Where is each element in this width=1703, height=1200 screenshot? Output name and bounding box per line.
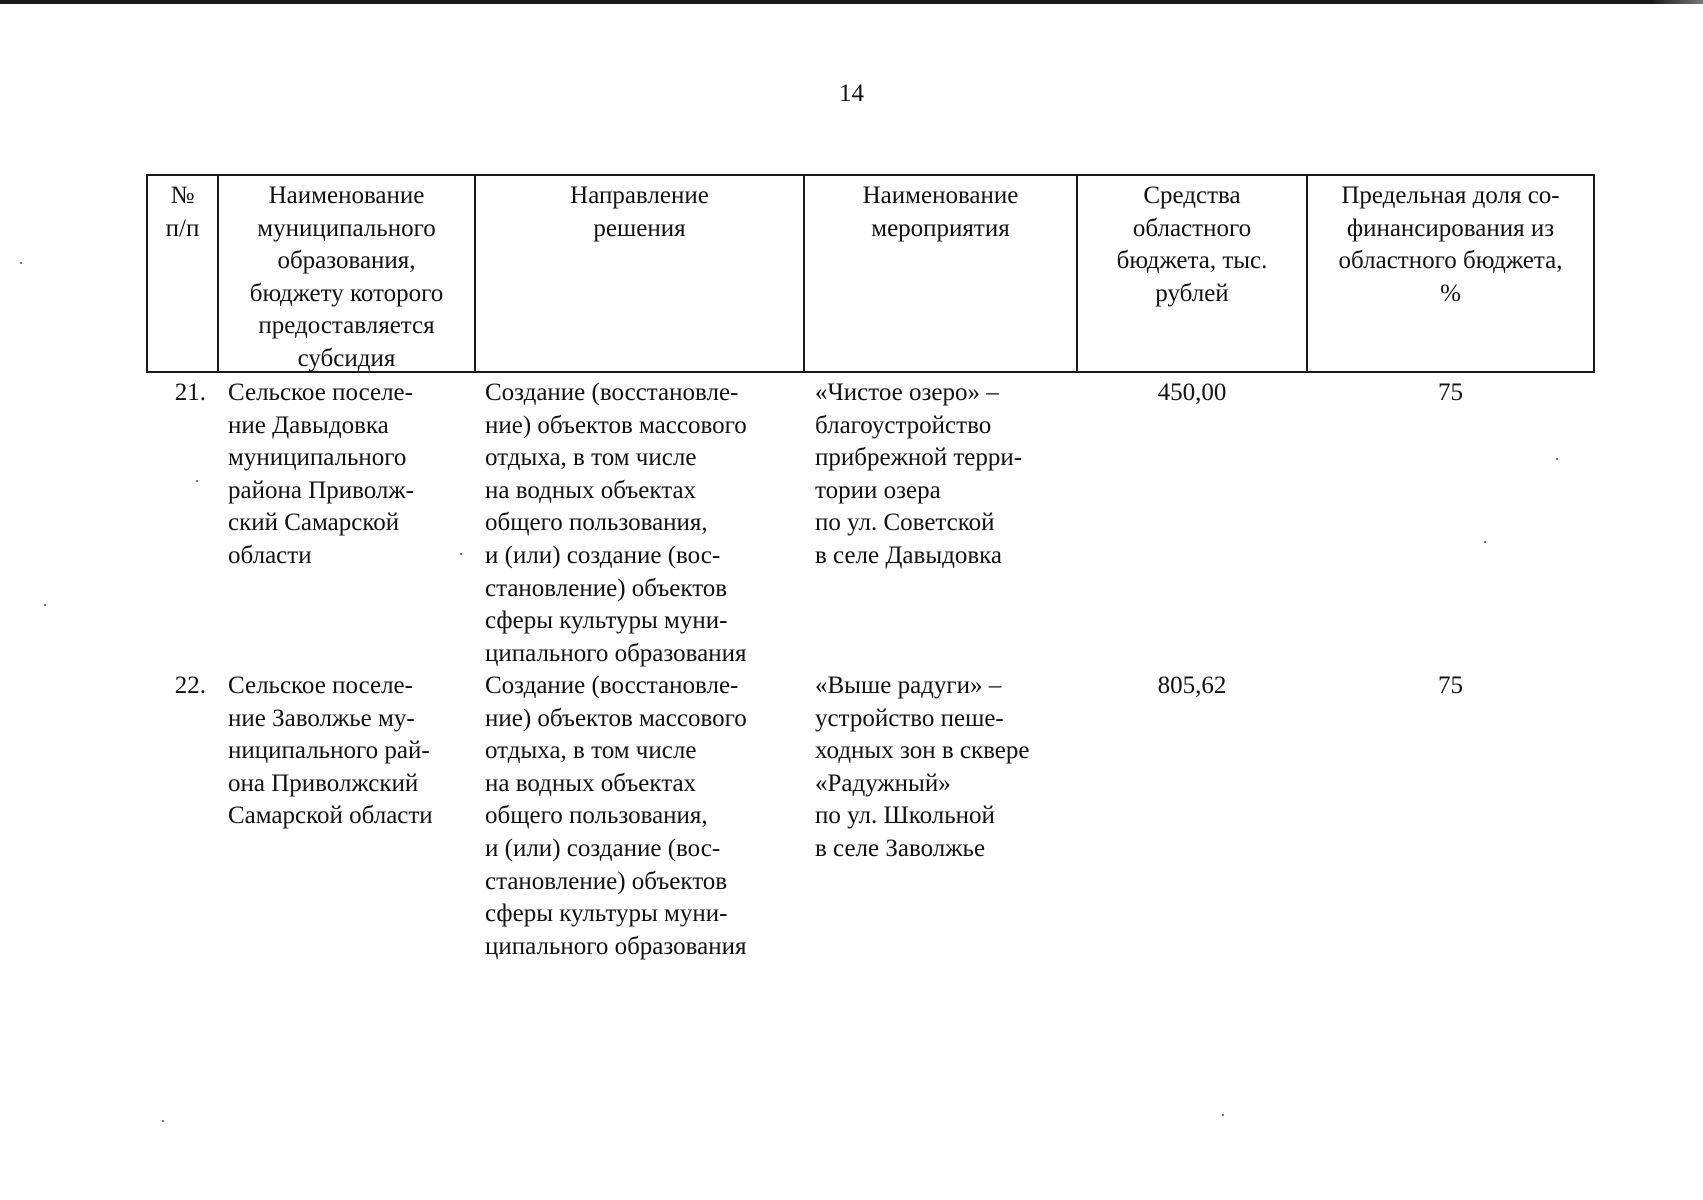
row-21-event-text: «Чистое озеро» – благоустройство прибрежной терри- тории озера по ул. Советской в селе Давыдовка xyxy=(815,379,1023,569)
row-21-num-text: 21. xyxy=(174,379,206,406)
row-21-event xyxy=(815,377,1080,573)
row-21-direction xyxy=(485,377,805,670)
row-22-municipality xyxy=(228,670,478,833)
row-22-event-text: «Выше радуги» – устройство пеше- ходных зон в сквере «Радужный» по ул. Школьной в селе Заволжье xyxy=(815,672,1030,862)
header-direction-text: Направление решения xyxy=(570,182,709,242)
page-number: 14 xyxy=(839,80,864,107)
header-share-text: Предельная доля со- финансирования из областного бюджета, % xyxy=(1338,182,1563,307)
scan-top-edge xyxy=(0,0,1703,4)
row-22-num xyxy=(150,670,206,703)
row-21-municipality xyxy=(228,377,478,573)
row-22-municipality-text: Сельское поселе- ние Заволжье му- ниципального рай- она Приволжский Самарской области xyxy=(228,672,433,830)
row-22-num-text: 22. xyxy=(174,672,206,699)
row-22-direction xyxy=(485,670,805,963)
header-municipality xyxy=(219,180,474,376)
scan-speck xyxy=(20,262,22,264)
row-21-direction-text: Создание (восстановле- ние) объектов массового отдыха, в том числе на водных объектах общего пользования, и (или) создание (вос- становление) объектов сферы культуры муни- ципального образования xyxy=(485,379,747,667)
row-21-share xyxy=(1308,377,1593,410)
row-22-direction-text: Создание (восстановле- ние) объектов массового отдыха, в том числе на водных объектах общего пользования, и (или) создание (вос- становление) объектов сферы культуры муни- ципального образования xyxy=(485,672,747,960)
header-funds xyxy=(1078,180,1306,310)
row-22-funds xyxy=(1078,670,1306,703)
header-direction xyxy=(476,180,803,245)
header-divider-7 xyxy=(1593,174,1595,373)
row-21-share-text: 75 xyxy=(1438,379,1463,406)
scan-speck xyxy=(1222,1114,1224,1116)
header-event xyxy=(805,180,1076,245)
scan-speck xyxy=(460,553,462,555)
header-num-text: № п/п xyxy=(165,182,200,242)
row-22-share xyxy=(1308,670,1593,703)
table-top-border xyxy=(146,174,1595,176)
scan-speck xyxy=(162,1120,164,1122)
row-22-event xyxy=(815,670,1080,866)
scan-speck xyxy=(44,604,46,606)
scan-speck xyxy=(196,480,198,482)
header-num xyxy=(148,180,217,245)
header-share xyxy=(1308,180,1593,310)
row-21-municipality-text: Сельское поселе- ние Давыдовка муниципального района Приволж- ский Самарской области xyxy=(228,379,415,569)
header-funds-text: Средства областного бюджета, тыс. рублей xyxy=(1116,182,1268,307)
row-21-funds xyxy=(1078,377,1306,410)
row-22-share-text: 75 xyxy=(1438,672,1463,699)
header-municipality-text: Наименование муниципального образования, бюджету которого предоставляется субсидия xyxy=(249,182,444,372)
row-21-funds-text: 450,00 xyxy=(1157,379,1227,406)
row-22-funds-text: 805,62 xyxy=(1157,672,1227,699)
scan-speck xyxy=(1484,541,1486,543)
header-event-text: Наименование мероприятия xyxy=(862,182,1019,242)
row-21-num xyxy=(150,377,206,410)
scan-speck xyxy=(1556,458,1558,460)
